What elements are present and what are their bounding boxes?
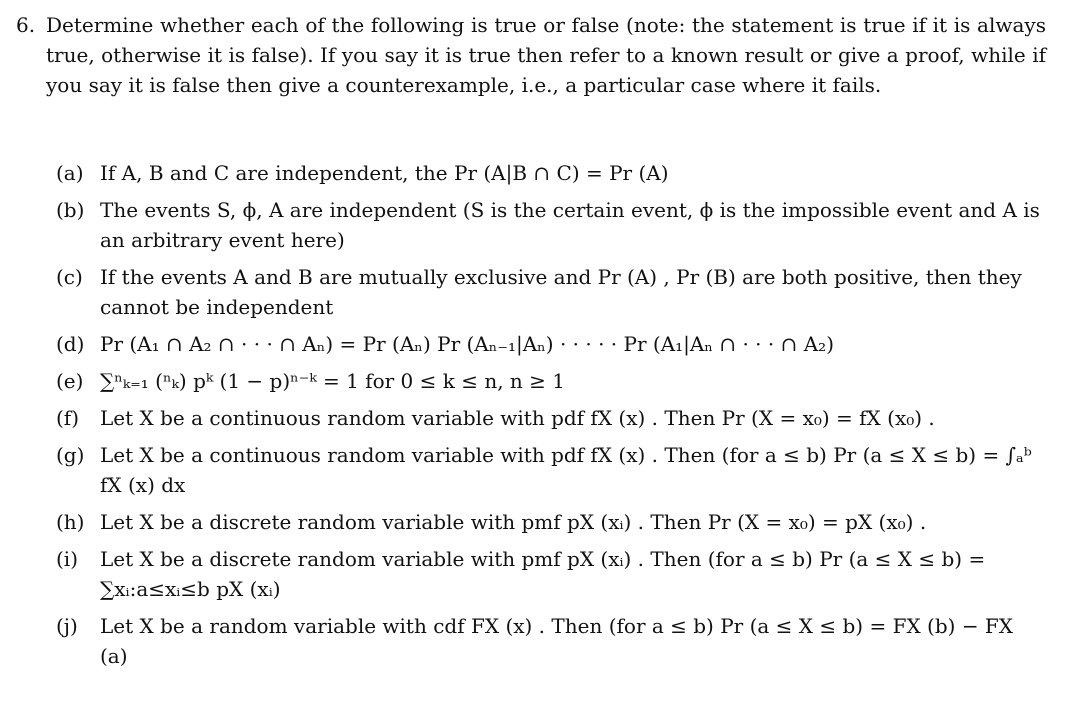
problem-statement	[16, 10, 1046, 100]
item-text: Let X be a discrete random variable with pmf pX (xᵢ) . Then (for a ≤ b) Pr (a ≤ X ≤ b) = ∑xᵢ:a≤xᵢ≤b pX (xᵢ)	[100, 547, 986, 601]
item-label: (c)	[56, 265, 83, 289]
item-text: Pr (A₁ ∩ A₂ ∩ · · · ∩ Aₙ) = Pr (Aₙ) Pr (Aₙ₋₁|Aₙ) · · · · · Pr (A₁|Aₙ ∩ · · · ∩ A₂)	[100, 332, 834, 356]
item-text: ∑ⁿₖ₌₁ (ⁿₖ) pᵏ (1 − p)ⁿ⁻ᵏ = 1 for 0 ≤ k ≤ n, n ≥ 1	[100, 369, 566, 393]
statement-item-i	[56, 544, 1046, 604]
item-label: (a)	[56, 161, 84, 185]
statement-item-j	[56, 611, 1046, 671]
item-label: (d)	[56, 332, 85, 356]
statement-item-g	[56, 440, 1046, 500]
item-text: Let X be a continuous random variable with pdf fX (x) . Then (for a ≤ b) Pr (a ≤ X ≤ b) = ∫ₐᵇ fX (x) dx	[100, 443, 1032, 497]
item-text: Let X be a random variable with cdf FX (x) . Then (for a ≤ b) Pr (a ≤ X ≤ b) = FX (b) − FX (a)	[100, 614, 1014, 668]
statement-item-c	[56, 262, 1046, 322]
item-label: (b)	[56, 198, 85, 222]
statement-item-d	[56, 329, 1046, 359]
statement-item-f	[56, 403, 1046, 433]
item-text: Let X be a continuous random variable with pdf fX (x) . Then Pr (X = x₀) = fX (x₀) .	[100, 406, 935, 430]
statement-item-h	[56, 507, 1046, 537]
statement-item-e	[56, 366, 1046, 396]
item-label: (e)	[56, 369, 84, 393]
statement-item-a	[56, 158, 1046, 188]
statement-item-b	[56, 195, 1046, 255]
problem-number: 6.	[16, 13, 36, 37]
item-text: The events S, ϕ, A are independent (S is the certain event, ϕ is the impossible event and A is an arbitrary event here)	[100, 198, 1040, 252]
item-label: (j)	[56, 614, 78, 638]
item-label: (g)	[56, 443, 85, 467]
item-text: If A, B and C are independent, the Pr (A|B ∩ C) = Pr (A)	[100, 161, 669, 185]
statement-list	[56, 158, 1046, 678]
item-label: (i)	[56, 547, 79, 571]
item-text: If the events A and B are mutually exclusive and Pr (A) , Pr (B) are both positive, then they cannot be independent	[100, 265, 1022, 319]
problem-instructions: Determine whether each of the following is true or false (note: the statement is true if it is always true, otherwise it is false). If you say it is true then refer to a known result or give a proof, while if you say it is false then give a counterexample, i.e., a particular case where it fails.	[46, 13, 1046, 97]
item-text: Let X be a discrete random variable with pmf pX (xᵢ) . Then Pr (X = x₀) = pX (x₀) .	[100, 510, 927, 534]
item-label: (f)	[56, 406, 80, 430]
item-label: (h)	[56, 510, 85, 534]
